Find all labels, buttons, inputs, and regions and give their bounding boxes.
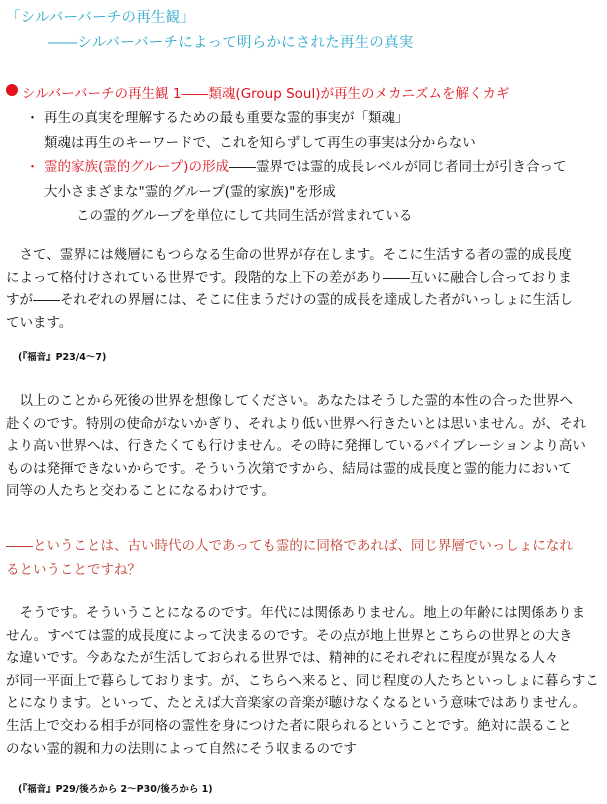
paragraph-line: のない霊的親和力の法則によって自然にそう収まるのです [6,740,357,757]
page-title: 「シルバーバーチの再生観」 [6,10,195,26]
question-line: ――ということは、古い時代の人であっても霊的に同格であれば、同じ界層でいっしょになれ [6,538,573,554]
paragraph-line: とになります。といって、たとえば大音楽家の音楽が聴けなくなるという意味ではありません。 [6,695,586,712]
paragraph-line: 同等の人たちと交わることになるわけです。 [6,483,275,500]
paragraph-line: が同一平面上で暮らしております。が、こちらへ来ると、同じ程度の人たちといっしょに暮らすこ [6,672,599,689]
paragraph-line: より高い世界へは、行きたくても行けません。その時に発揮しているバイブレーションより高い [6,438,586,455]
question-block [6,534,573,582]
bullet2-highlight: 霊的家族(霊的グループ)の形成 [44,159,229,175]
paragraph-line: せん。すべては霊的成長度によって決まるのです。その点が地上世界とこちらの世界との大き [6,627,573,644]
bullet1-line2: 類魂は再生のキーワードで、これを知らずして再生の事実は分からない [44,135,476,151]
paragraph-line: によって格付けされている世界です。段階的な上下の差があり――互いに融合し合っておりま [6,269,572,286]
paragraph-line: 以上のことから死後の世界を想像してください。あなたはそうした霊的本性の合った世界へ [6,393,573,409]
bullet1-line1: 再生の真実を理解するための最も重要な霊的事実が「類魂」 [44,110,409,126]
source-citation-1: (『福音』P23/4～7) [18,352,107,363]
paragraph-line: な違いです。今あなたが生活しておられる世界では、精神的にそれぞれに程度が異なる人々 [6,650,559,667]
paragraph-line: 生活上で交わる相手が同格の霊性を身につけた者に限られるということです。絶対に誤ること [6,717,572,734]
paragraph-line: すが――それぞれの界層には、そこに住まうだけの霊的成長を達成した者がいっしょに生活し [6,292,573,309]
bullet-icon: ・ [26,111,40,126]
question-line: るということですね？ [6,562,141,578]
section-heading: シルバーバーチの再生観 1――類魂(Group Soul)が再生のメカニズムを解くカギ [22,86,510,102]
bullet-dot-icon [6,84,18,96]
bullet-red-icon: ・ [26,160,40,175]
bullet2-line3: この霊的グループを単位にして共同生活が営まれている [76,208,413,224]
paragraph-line: 赴くのです。特別の使命がないかぎり、それより低い世界へ行きたいとは思いません。が、それ [6,415,587,432]
bullet2-line2: 大小さまざまな"霊的グループ(霊的家族)"を形成 [44,184,336,200]
bullet2-line1-rest: ――霊界では霊的成長レベルが同じ者同士が引き合って [228,159,567,175]
paragraph-3 [6,602,599,760]
paragraph-line: ものは発揮できないからです。そういう次第ですから、結局は霊的成長度と霊的能力において [6,460,572,477]
page-subtitle: ――シルバーバーチによって明らかにされた再生の真実 [48,35,414,51]
source-citation-2: (『福音』P29/後ろから 2～P30/後ろから 1) [18,784,213,795]
bullet2-line1 [44,155,566,175]
paragraph-2 [6,390,596,503]
paragraph-line: さて、霊界には幾層にもつらなる生命の世界が存在します。そこに生活する者の霊的成長度 [6,247,572,263]
paragraph-line: ています。 [6,314,73,331]
paragraph-1 [6,244,596,334]
paragraph-line: そうです。そういうことになるのです。年代には関係ありません。地上の年齢には関係ありま [6,605,586,621]
